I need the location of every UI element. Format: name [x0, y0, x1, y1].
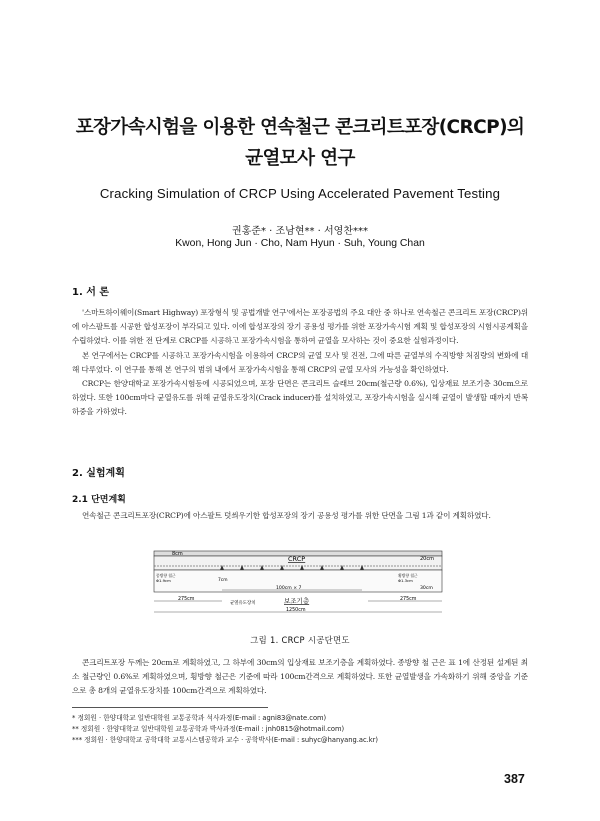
label-total: 1250cm: [286, 608, 306, 613]
label-spacing: 100cm × 7: [276, 586, 302, 591]
authors-english: Kwon, Hong Jun · Cho, Nam Hyun · Suh, Young Chan: [175, 238, 425, 249]
page-number: 387: [504, 772, 525, 786]
section-2-1-body: [72, 509, 528, 523]
section-1-body: [72, 306, 528, 420]
section-2-1-heading: 2.1 단면계획: [72, 495, 126, 505]
label-long-steel-left: 종방향 철근: [156, 573, 176, 578]
title-line-1: 포장가속시험을 이용한 연속철근 콘크리트포장(CRCP)의: [75, 117, 525, 138]
label-top-right: 20cm: [420, 556, 434, 562]
label-dim-right: 275cm: [400, 597, 417, 602]
label-dim-left: 275cm: [178, 597, 195, 602]
footnote-3: *** 정회원 · 한양대학교 공학대학 교통시스템공학과 교수 · 공학박사(E-mail : suhyc@hanyang.ac.kr): [72, 736, 378, 745]
section-2-after-figure-paragraph: 콘크리트포장 두께는 20cm로 계획하였고, 그 하부에 30cm의 입상재료 보조기층을 계획하였다. 종방향 철 근은 표 1에 산정된 설계된 최소 철근량인 0.6%로 계획하였으며, 횡방향 철근은 기준에 따라 100cm간격으로 계획하였다. 또한 균열발생을 가속화하기 위해 중앙을 기준으로 총 8개의 균열유도장치를 100cm간격으로 계획하였다.: [72, 658, 528, 696]
section-1-paragraph-2: 본 연구에서는 CRCP를 시공하고 포장가속시험을 이용하여 CRCP의 균열 모사 및 진전, 그에 따른 균열부의 수직방향 처짐량의 변화에 대해 다루었다. 이 연구를 통해 본 연구의 범위 내에서 포장가속시험을 통해 CRCP의 균열 모사의 가능성을 확인하였다.: [72, 350, 528, 374]
label-long-steel-right: 횡방향 철근: [398, 573, 418, 578]
title-line-2: 균열모사 연구: [245, 148, 355, 169]
section-1-paragraph-3: CRCP는 한양대학교 포장가속시험동에 시공되었으며, 포장 단면은 콘크리트 슬래브 20cm(철근량 0.6%), 입상재료 보조기층 30cm으로 하였다. 또한 100cm마다 균열유도를 위해 균열유도장치(Crack inducer)를 설치하였고, 포장가속시험을 실시해 균열이 발생할 때까지 반복하중을 가하였다.: [72, 379, 528, 417]
label-subbase: 보조기층: [284, 597, 310, 605]
label-base-right: 30cm: [420, 586, 433, 591]
paper-title-english: Cracking Simulation of CRCP Using Accelerated Pavement Testing: [99, 186, 501, 201]
section-2-1-paragraph: 연속철근 콘크리트포장(CRCP)에 아스팔트 덧씌우기한 합성포장의 장기 공용성 평가를 위한 단면을 그림 1과 같이 계획하였다.: [82, 511, 491, 520]
footnote-divider: [72, 707, 268, 708]
footnote-1: * 정회원 · 한양대학교 일반대학원 교통공학과 석사과정(E-mail : agni83@nate.com): [72, 714, 327, 722]
label-crack-inducer: 균열유도장치: [230, 601, 256, 606]
figure-caption: 그림 1. CRCP 시공단면도: [250, 635, 350, 645]
crcp-cross-section-figure: [148, 546, 448, 622]
section-1-paragraph-1: '스마트하이웨이(Smart Highway) 포장형식 및 공법개발 연구'에서는 포장공법의 주요 대안 중 하나로 연속철근 콘크리트 포장(CRCP)위에 아스팔트를 시공한 합성포장이 부각되고 있다. 이에 합성포장의 장기 공용성 평가를 위한 포장가속시험 계획 및 합성포장의 시험시공계획을 수립하였다. 이를 위한 전 단계로 CRCP를 시공하고 포장가속시험을 통하여 균열을 모사하는 것이 중요한 실험과정이다.: [72, 308, 528, 346]
label-top-left: 8cm: [172, 551, 183, 557]
paper-title-korean: [40, 112, 560, 174]
section-2-after-figure-body: [72, 656, 528, 699]
label-depth-left: 7cm: [218, 578, 228, 583]
footnotes: [72, 713, 528, 747]
footnote-2: ** 정회원 · 한양대학교 일반대학원 교통공학과 박사과정(E-mail : jnh0815@hotmail.com): [72, 725, 345, 734]
section-1-heading: 1. 서 론: [72, 287, 110, 298]
section-2-heading: 2. 실험계획: [72, 468, 125, 479]
authors-korean: 권홍준* · 조남현** · 서영찬***: [231, 226, 368, 237]
label-long-steel-right-dia: Φ1.3cm: [398, 578, 413, 583]
label-crcp: CRCP: [288, 555, 306, 563]
label-long-steel-left-dia: Φ1.9cm: [156, 578, 171, 583]
